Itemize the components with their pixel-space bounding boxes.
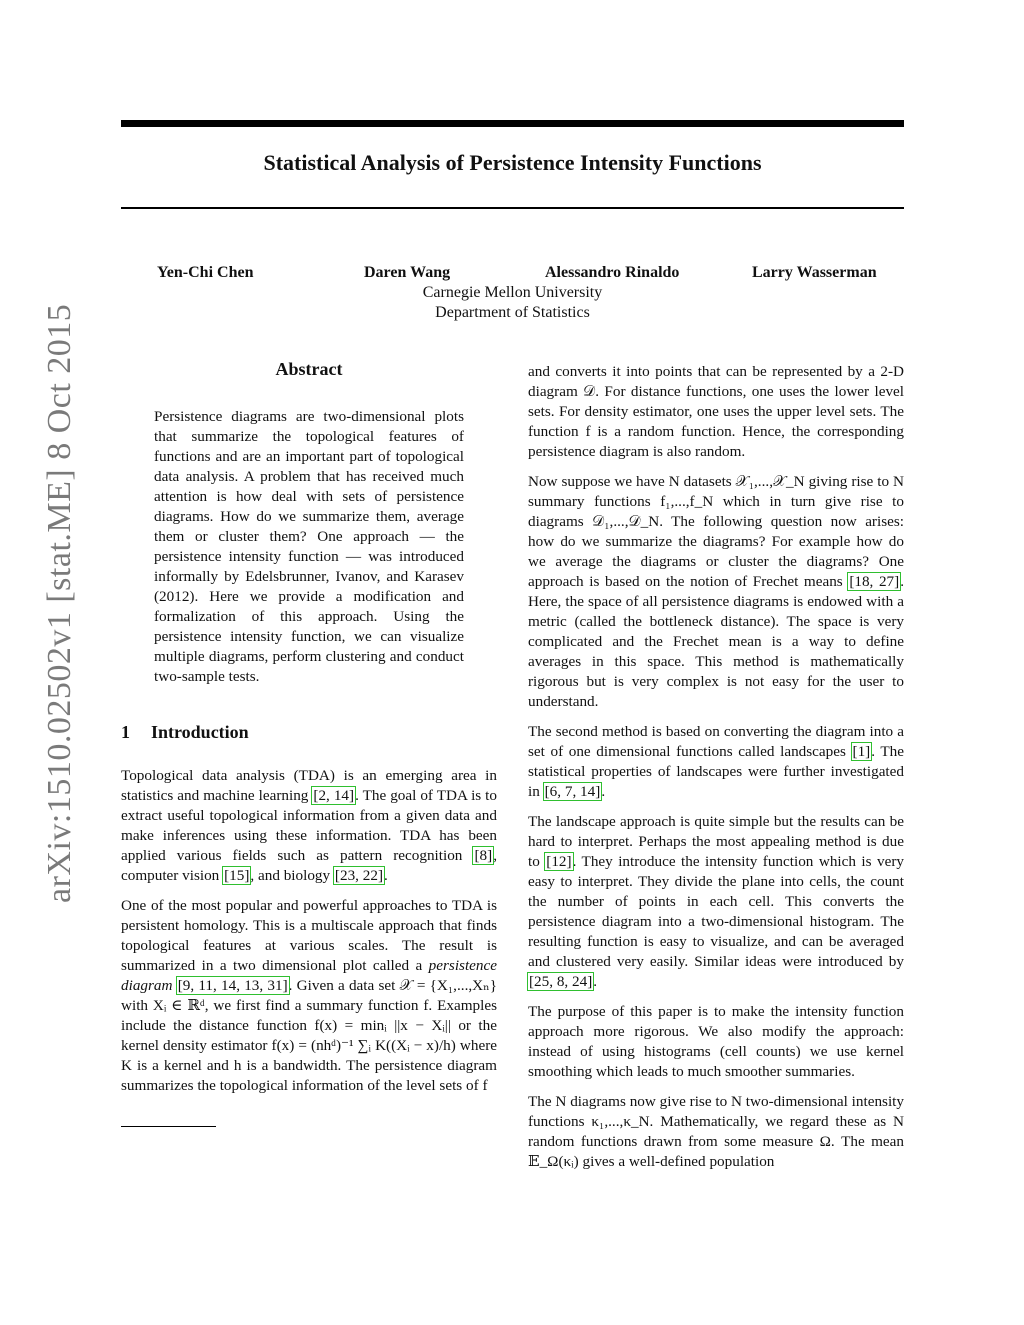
paper-title: Statistical Analysis of Persistence Intensity Functions bbox=[263, 150, 762, 175]
section-title: Introduction bbox=[151, 722, 249, 742]
text-span: Now suppose we have N datasets 𝒳₁,...,𝒳_N giving rise to N summary functions f₁,...,f_N which in turn give rise to diagrams 𝒟₁,...,𝒟_N. The following question now arises: how do we summarize the diagrams? For example how do we average the diagrams or cluster the diagrams? One approach is based on the notion of Frechet means bbox=[528, 473, 904, 590]
citation-link[interactable]: [6, 7, 14] bbox=[544, 783, 601, 800]
intro-paragraph-2 bbox=[121, 896, 497, 1096]
author-2: Daren Wang bbox=[364, 264, 451, 281]
left-column bbox=[121, 766, 497, 1106]
footnote-rule bbox=[121, 1126, 216, 1127]
right-paragraph-2 bbox=[528, 722, 904, 802]
citation-link[interactable]: [1] bbox=[852, 743, 871, 760]
title-bottom-rule bbox=[121, 207, 904, 209]
text-span: . They introduce the intensity function which is very easy to interpret. They divide the plane into cells, the count the number of points in each cell. This converts the persistence diagram into a two-dimensional histogram. The resulting function is easy to visualize, and can be averaged and clustered very easily. Similar ideas were introduced by bbox=[528, 853, 904, 970]
citation-link[interactable]: [23, 22] bbox=[334, 867, 384, 884]
text-span: . Here, the space of all persistence diagrams is endowed with a metric (called the bottleneck distance). The space is very complicated and the Frechet mean is a way to define averages in this space. This method is mathematically rigorous but is very complex is not easy for the user to understand. bbox=[528, 573, 904, 710]
affiliation-department: Department of Statistics bbox=[435, 304, 590, 321]
text-span: . The statistical properties of landscapes were further investigated in bbox=[528, 743, 904, 800]
right-paragraph-0: and converts it into points that can be represented by a 2-D diagram 𝒟. For distance functions, one uses the lower level sets. For density estimator, one uses the upper level sets. The function f is a random function. Hence, the corresponding persistence diagram is also random. bbox=[528, 363, 904, 460]
text-span: Topological data analysis (TDA) is an emerging area in statistics and machine learning bbox=[121, 767, 497, 804]
author-4: Larry Wasserman bbox=[752, 264, 877, 281]
abstract-text: Persistence diagrams are two-dimensional plots that summarize the topological features of functions and are an important part of topological data analysis. A problem that has received much attention is how deal with sets of persistence diagrams. How do we summarize them, average them or cluster them? One approach — the persistence intensity function — was introduced informally by Edelsbrunner, Ivanov, and Karasev (2012). Here we provide a modification and formalization of this approach. Using the persistence intensity function, we can visualize multiple diagrams, perform clustering and conduct two-sample tests. bbox=[154, 408, 464, 685]
citation-link[interactable]: [8] bbox=[474, 847, 493, 864]
right-paragraph-3 bbox=[528, 812, 904, 992]
abstract-heading: Abstract bbox=[275, 359, 343, 379]
citation-link[interactable]: [2, 14] bbox=[313, 787, 355, 804]
text-span: . bbox=[601, 783, 606, 800]
arxiv-identifier: arXiv:1510.02502v1 [stat.ME] 8 Oct 2015 bbox=[41, 303, 78, 903]
abstract-body bbox=[154, 407, 464, 697]
citation-link[interactable]: [25, 8, 24] bbox=[529, 973, 593, 990]
citation-link[interactable]: [9, 11, 14, 13, 31] bbox=[177, 977, 288, 994]
text-span: . The goal of TDA is to extract useful topological information from a given data and make inferences using these information. TDA has been applied various fields such as pattern recognition bbox=[121, 787, 497, 864]
text-span: . bbox=[593, 973, 598, 990]
section-number: 1 bbox=[121, 722, 130, 742]
affiliation-university: Carnegie Mellon University bbox=[422, 284, 603, 301]
text-span: . bbox=[384, 867, 388, 884]
right-paragraph-1 bbox=[528, 472, 904, 712]
text-span: , computer vision bbox=[121, 847, 497, 884]
author-3: Alessandro Rinaldo bbox=[545, 264, 680, 281]
citation-link[interactable]: [15] bbox=[224, 867, 250, 884]
section-heading bbox=[121, 722, 249, 743]
text-span: . Given a data set 𝒳 = {X₁,...,Xₙ} with Xᵢ ∈ ℝᵈ, we first find a summary function f. Examples include the distance function f(x) = minᵢ ||x − Xᵢ|| or the kernel density estimator f(x) = (nhᵈ)⁻¹ ∑ᵢ K((Xᵢ − x)/h) where K is a kernel and h is a bandwidth. The persistence diagram summarizes the topological information of the level sets of f bbox=[121, 977, 497, 1094]
author-1: Yen-Chi Chen bbox=[157, 264, 254, 281]
right-column bbox=[528, 362, 904, 1182]
intro-paragraph-1 bbox=[121, 766, 497, 886]
citation-link[interactable]: [12] bbox=[546, 853, 572, 870]
text-span: One of the most popular and powerful approaches to TDA is persistent homology. This is a multiscale approach that finds topological features at various scales. The result is summarized in a two dimensional plot called a bbox=[121, 897, 497, 974]
text-span: The landscape approach is quite simple but the results can be hard to interpret. Perhaps the most appealing method is due to bbox=[528, 813, 904, 870]
text-span: The second method is based on converting the diagram into a set of one dimensional functions called landscapes bbox=[528, 723, 904, 760]
text-span: , and biology bbox=[250, 867, 334, 884]
emphasis-term: persistence diagram bbox=[121, 957, 497, 994]
title-top-rule bbox=[121, 120, 904, 127]
citation-link[interactable]: [18, 27] bbox=[849, 573, 900, 590]
right-paragraph-5: The N diagrams now give rise to N two-dimensional intensity functions κ₁,...,κ_N. Mathematically, we regard these as N random functions drawn from some measure Ω. The mean 𝔼_Ω(κᵢ) gives a well-defined population bbox=[528, 1093, 904, 1170]
right-paragraph-4: The purpose of this paper is to make the intensity function approach more rigorous. We also modify the approach: instead of using histograms (cell counts) we use kernel smoothing which leads to much smoother summaries. bbox=[528, 1003, 904, 1080]
